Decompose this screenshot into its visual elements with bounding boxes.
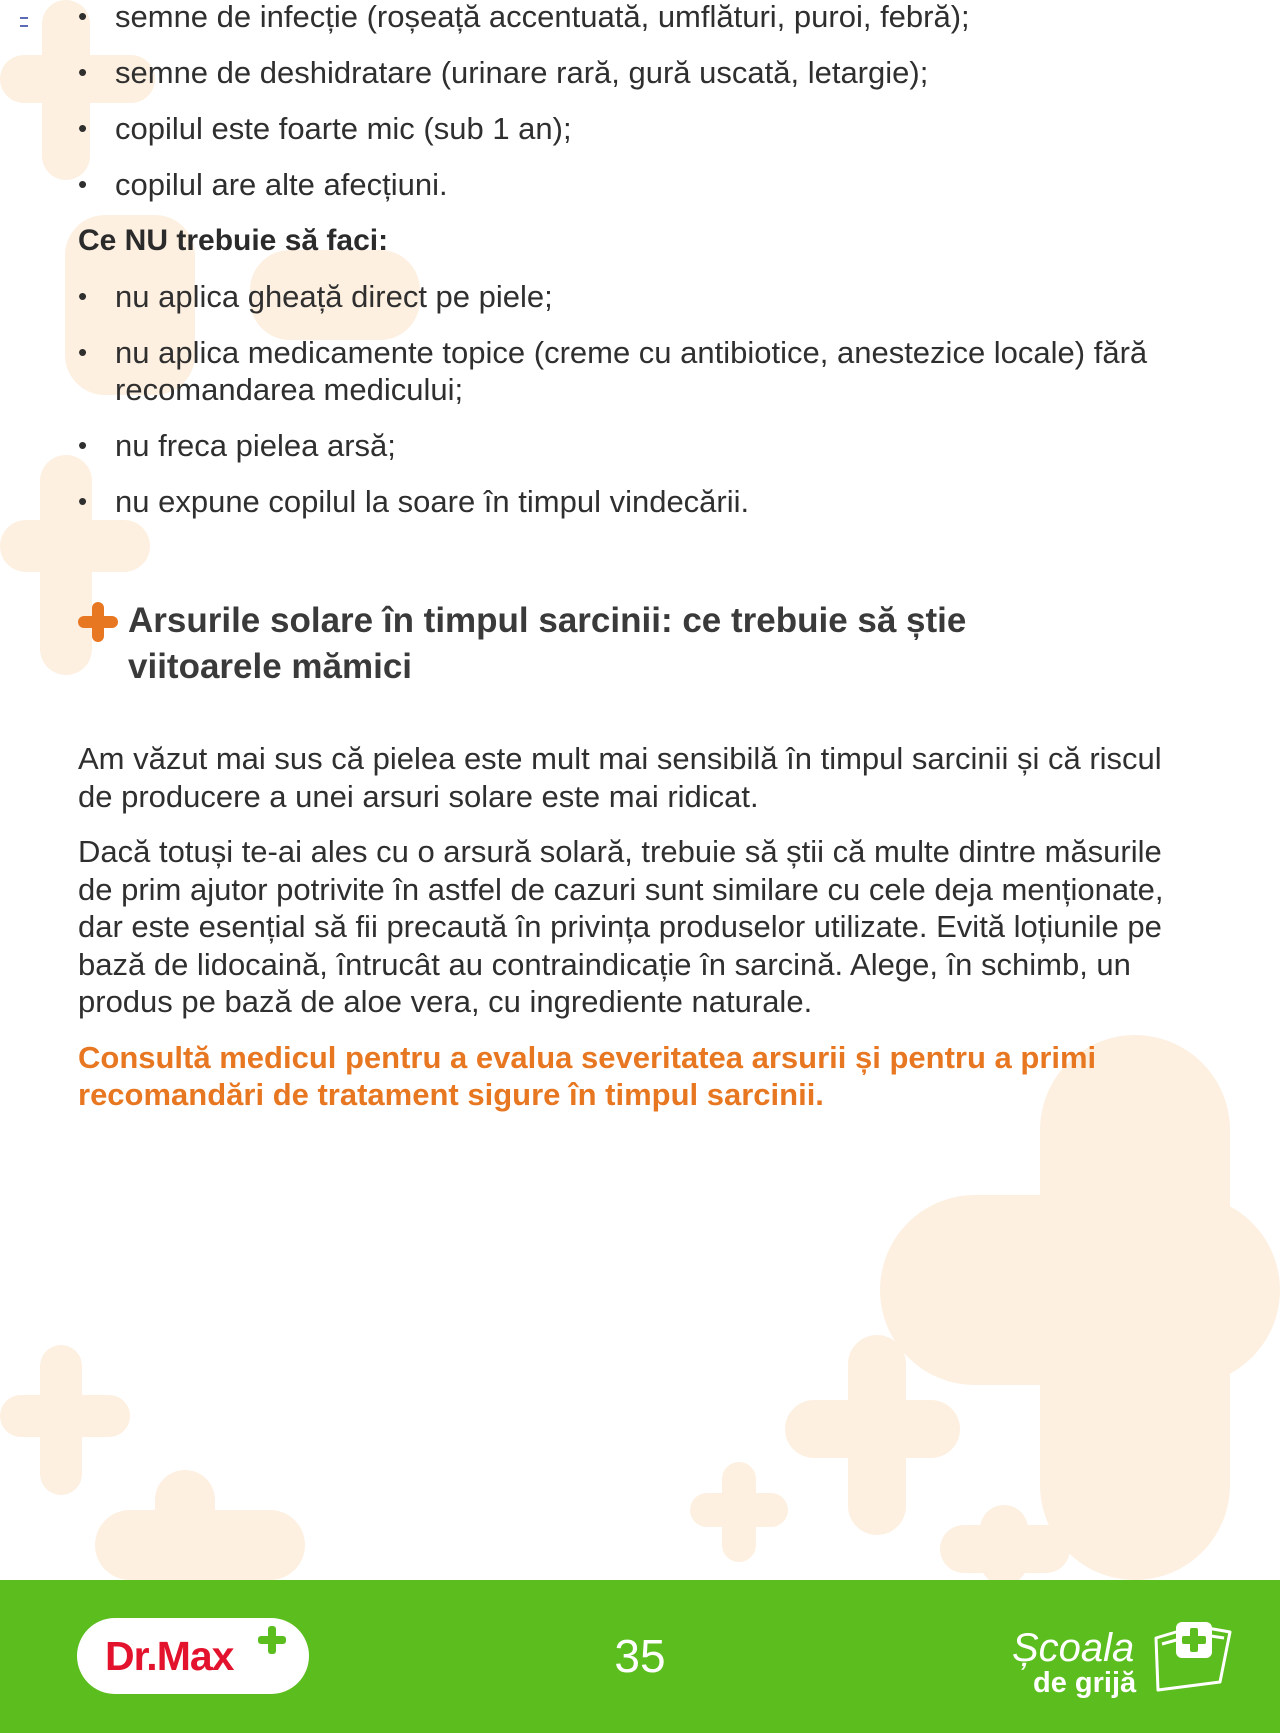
- drmax-logo: [77, 1618, 309, 1694]
- logo-plus-icon: [258, 1626, 286, 1654]
- list-item: • nu freca pielea arsă;: [78, 427, 1188, 464]
- book-plus-icon: [1150, 1618, 1238, 1694]
- list-item: • copilul are alte afecțiuni.: [78, 166, 1188, 203]
- dont-heading: Ce NU trebuie să faci:: [78, 224, 389, 257]
- page-number: 35: [614, 1630, 666, 1682]
- paragraph: Dacă totuși te-ai ales cu o arsură solară, trebuie să știi că multe dintre măsurile de prim ajutor potrivite în astfel de cazuri sunt similare cu cele deja menționate, dar este esențial să fii precaută în privința produselor utilizate. Evită loțiunile pe bază de lidocaină, întrucât au contraindicație în sarcină. Alege, în schimb, un produs pe bază de aloe vera, cu ingrediente naturale.: [78, 834, 1164, 1019]
- warning-signs-list: [78, 0, 1188, 203]
- paragraph: Am văzut mai sus că pielea este mult mai sensibilă în timpul sarcinii și că riscul de producere a unei arsuri solare este mai ridicat.: [78, 741, 1162, 814]
- section-heading: [78, 598, 1188, 690]
- list-item: • semne de infecție (roșeață accentuată, umflături, puroi, febră);: [78, 0, 1188, 35]
- dont-list: [78, 278, 1188, 520]
- list-item: • copilul este foarte mic (sub 1 an);: [78, 110, 1188, 147]
- page-content: [78, 0, 1188, 1132]
- logo-text: Dr.Max: [105, 1633, 234, 1679]
- highlight-paragraph: Consultă medicul pentru a evalua severitatea arsurii și pentru a primi recomandări de tratament sigure în timpul sarcinii.: [78, 1039, 1097, 1112]
- brand-name-line2: de grijă: [1033, 1667, 1137, 1699]
- section-title: Arsurile solare în timpul sarcinii: ce trebuie să știe viitoarele mămici: [128, 601, 967, 686]
- page-footer: [0, 1580, 1280, 1733]
- list-item: • nu aplica medicamente topice (creme cu antibiotice, anestezice locale) fără recomandarea medicului;: [78, 334, 1188, 408]
- page-marker-icon: [20, 17, 28, 27]
- brand-name-line1: Școala: [1012, 1626, 1135, 1670]
- plus-icon: [78, 602, 118, 642]
- list-item: • nu aplica gheață direct pe piele;: [78, 278, 1188, 315]
- list-item: • semne de deshidratare (urinare rară, gură uscată, letargie);: [78, 54, 1188, 91]
- list-item: • nu expune copilul la soare în timpul vindecării.: [78, 483, 1188, 520]
